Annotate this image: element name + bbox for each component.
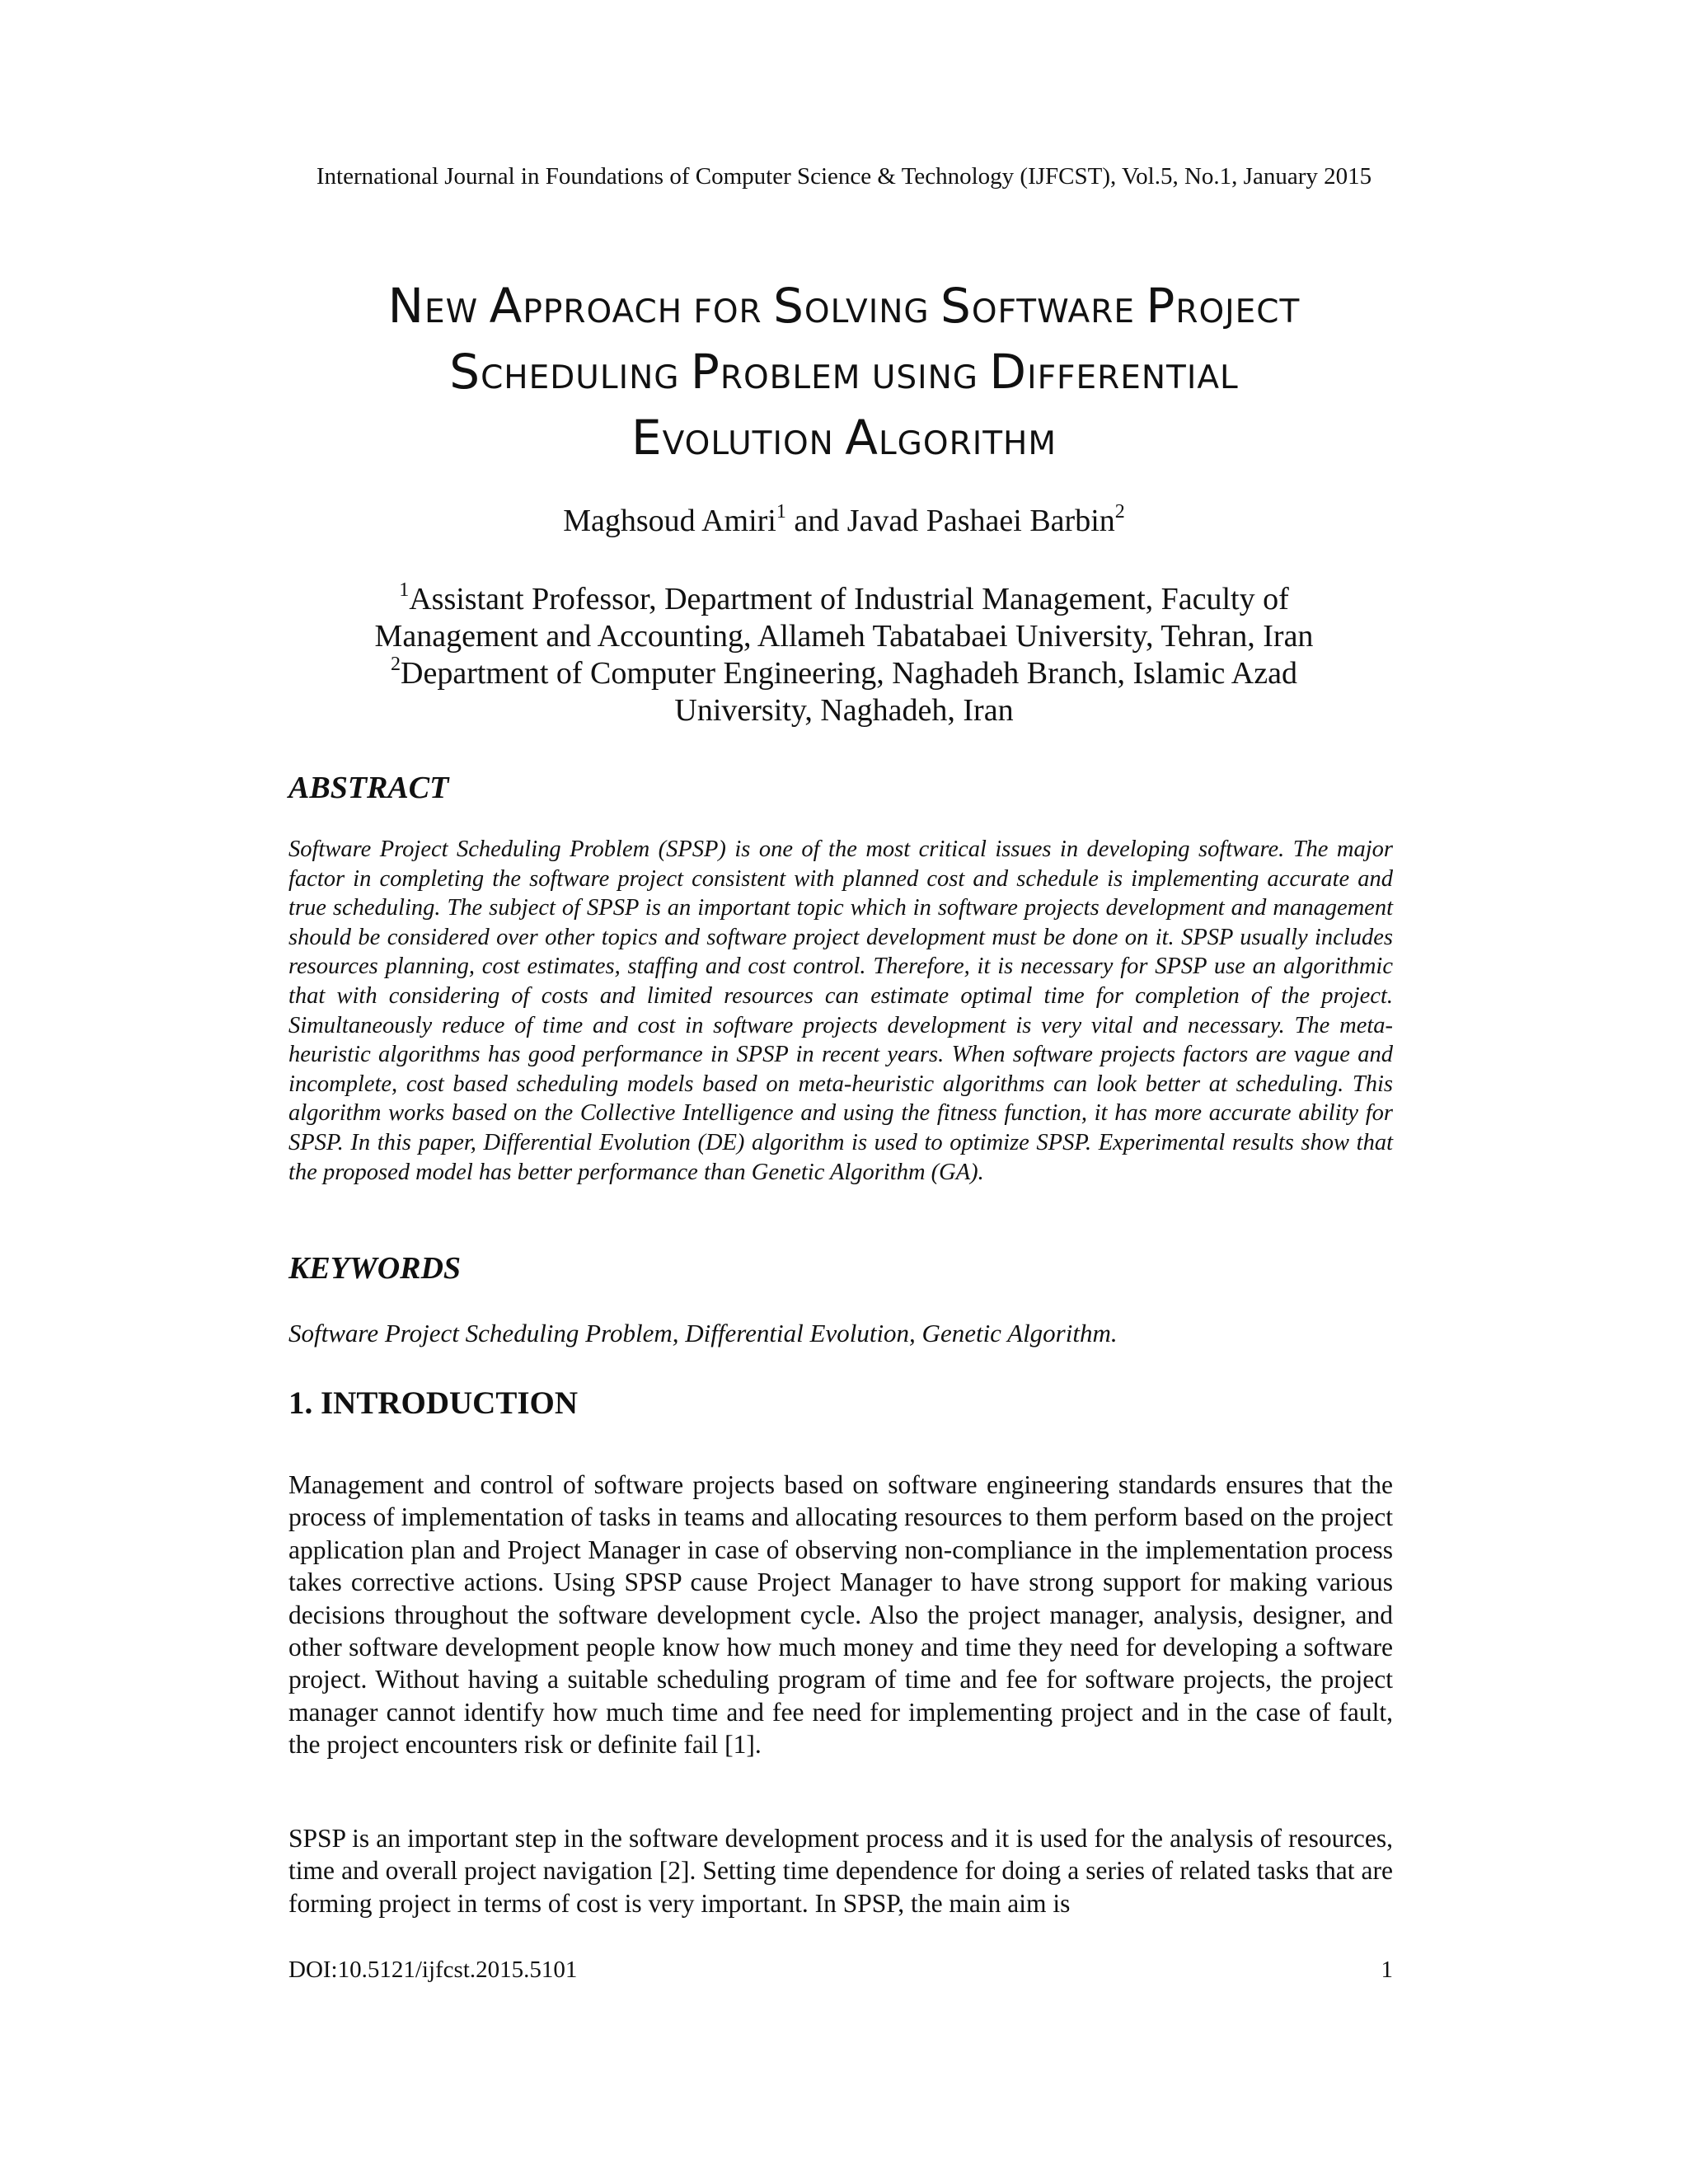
affiliations: [247, 581, 1441, 729]
introduction-paragraph-2: SPSP is an important step in the software development process and it is used for the analysis of resources, time and overall project navigation [2]. Setting time dependence for doing a series of related tasks that are forming project in terms of cost is very important. In SPSP, the main aim is: [288, 1824, 1393, 1918]
paper-title: [198, 276, 1490, 474]
author-conjunction: and: [785, 504, 847, 538]
affiliation-2-line-2: University, Naghadeh, Iran: [674, 693, 1014, 728]
running-header: International Journal in Foundations of Computer Science & Technology (IJFCST), Vol.5, No.1, January 2015: [316, 163, 1372, 190]
introduction-heading: 1. INTRODUCTION: [288, 1385, 579, 1421]
title-line-3: EVOLUTION ALGORITHM: [631, 410, 1057, 466]
title-line-2: SCHEDULING PROBLEM USING DIFFERENTIAL: [449, 344, 1239, 400]
page-number: 1: [1381, 1957, 1393, 1983]
affiliation-2-line-1: $^2$Department of Computer Engineering, Naghadeh Branch, Islamic Azad: [391, 654, 1297, 691]
keywords-heading: KEYWORDS: [288, 1251, 462, 1286]
author-1-affiliation-mark: 1: [776, 501, 786, 523]
affiliation-1-line-1: $^1$Assistant Professor, Department of Industrial Management, Faculty of: [399, 579, 1289, 616]
author-line: [0, 501, 1688, 541]
introduction-paragraph-1: Management and control of software projects based on software engineering standards ensures that the process of implementation of tasks in teams and allocating resources to them perform based on the project application plan and Project Manager in case of observing non-compliance in the implementation process takes corrective actions. Using SPSP cause Project Manager to have strong support for making various decisions throughout the software development cycle. Also the project manager, analysis, designer, and other software development people know how much money and time they need for developing a software project. Without having a suitable scheduling program of time and fee for software projects, the project manager cannot identify how much time and fee need for implementing project and in the case of fault, the project encounters risk or definite fail [1].: [288, 1470, 1393, 1760]
author-1: Maghsoud Amiri: [563, 504, 776, 538]
footer-doi: DOI:10.5121/ijfcst.2015.5101: [288, 1957, 578, 1983]
title-line-1: NEW APPROACH FOR SOLVING SOFTWARE PROJECT: [387, 278, 1301, 334]
abstract-text: Software Project Scheduling Problem (SPSP) is one of the most critical issues in developing software. The major factor in completing the software project consistent with planned cost and schedule is implementing accurate and true scheduling. The subject of SPSP is an important topic which in software projects development and management should be considered over other topics and software project development must be done on it. SPSP usually includes resources planning, cost estimates, staffing and cost control. Therefore, it is necessary for SPSP use an algorithmic that with considering of costs and limited resources can estimate optimal time for completion of the project. Simultaneously reduce of time and cost in software projects development is very vital and necessary. The meta-heuristic algorithms has good performance in SPSP in recent years. When software projects factors are vague and incomplete, cost based scheduling models based on meta-heuristic algorithms can look better at scheduling. This algorithm works based on the Collective Intelligence and using the fitness function, it has more accurate ability for SPSP. In this paper, Differential Evolution (DE) algorithm is used to optimize SPSP. Experimental results show that the proposed model has better performance than Genetic Algorithm (GA).: [288, 837, 1393, 1185]
abstract-heading: ABSTRACT: [288, 771, 449, 805]
author-2-affiliation-mark: 2: [1114, 501, 1125, 523]
keywords-text: Software Project Scheduling Problem, Differential Evolution, Genetic Algorithm.: [288, 1319, 1118, 1347]
affiliation-1-line-2: Management and Accounting, Allameh Tabatabaei University, Tehran, Iran: [374, 619, 1314, 654]
author-2: Javad Pashaei Barbin: [846, 504, 1115, 538]
